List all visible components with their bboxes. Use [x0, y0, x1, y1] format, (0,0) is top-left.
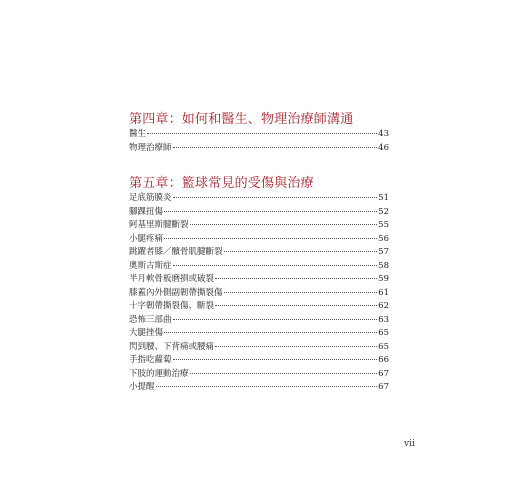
toc-entry[interactable]	[129, 206, 389, 220]
toc-entry-title: 跳躍者膝／髕骨肌腱斷裂	[129, 247, 223, 257]
dot-leader	[173, 319, 378, 320]
toc-entry-page: 43	[378, 129, 389, 139]
toc-entry[interactable]	[129, 341, 389, 355]
toc-entry[interactable]	[129, 142, 389, 156]
toc-entry[interactable]	[129, 287, 389, 301]
toc-entry-page: 57	[378, 247, 389, 257]
toc-entry-title: 阿基里斯腱斷裂	[129, 220, 189, 230]
dot-leader	[164, 332, 377, 333]
toc-entry[interactable]	[129, 246, 389, 260]
toc-entry-page: 52	[378, 206, 389, 217]
dot-leader	[173, 147, 378, 148]
toc-entry[interactable]	[129, 300, 389, 314]
toc-entry-page: 61	[378, 287, 389, 298]
toc-entry-title: 小腿疼痛	[129, 233, 164, 244]
toc-entry-title: 小提醒	[129, 382, 155, 392]
dot-leader	[173, 197, 378, 198]
dot-leader	[215, 305, 377, 306]
toc-entry-page: 66	[378, 355, 389, 365]
toc-entry-page: 55	[378, 220, 389, 230]
toc-entry-page: 59	[378, 274, 389, 284]
dot-leader	[215, 346, 377, 347]
chapter-5-toc	[129, 192, 389, 395]
toc-entry[interactable]	[129, 354, 389, 368]
toc-entry-page: 51	[378, 193, 389, 203]
toc-entry-page: 65	[378, 328, 389, 338]
dot-leader	[224, 292, 378, 293]
toc-entry[interactable]	[129, 368, 389, 382]
toc-entry[interactable]	[129, 260, 389, 274]
toc-entry-page: 58	[378, 260, 389, 271]
toc-entry-page: 67	[378, 368, 389, 379]
toc-entry-title: 物理治療師	[129, 142, 172, 153]
dot-leader	[164, 211, 377, 212]
toc-entry-title: 腳踝扭傷	[129, 206, 164, 217]
toc-entry-title: 醫生	[129, 129, 147, 139]
toc-entry-page: 56	[378, 233, 389, 244]
toc-entry-title: 下肢的運動治療	[129, 368, 189, 379]
dot-leader	[147, 133, 377, 134]
toc-entry-page: 46	[378, 142, 389, 153]
toc-entry-page: 63	[378, 314, 389, 325]
toc-entry-title: 閃到腰、下背痛或腰痛	[129, 341, 215, 352]
dot-leader	[215, 278, 377, 279]
toc-entry[interactable]	[129, 381, 389, 395]
dot-leader	[156, 386, 378, 387]
toc-entry-page: 62	[378, 301, 389, 311]
toc-entry-page: 67	[378, 382, 389, 392]
dot-leader	[164, 238, 377, 239]
toc-entry-title: 十字韌帶撕裂傷、斷裂	[129, 301, 215, 311]
toc-entry-title: 半月軟骨板磨損或破裂	[129, 274, 215, 284]
toc-entry[interactable]	[129, 327, 389, 341]
toc-entry[interactable]	[129, 128, 389, 142]
page-number: vii	[404, 439, 415, 449]
toc-entry-title: 足底筋膜炎	[129, 193, 172, 203]
chapter-4-toc	[129, 128, 389, 155]
toc-entry-title: 奧斯古斯症	[129, 260, 172, 271]
chapter-5-heading: 第五章：籃球常見的受傷與治療	[129, 176, 314, 191]
dot-leader	[173, 359, 378, 360]
toc-entry[interactable]	[129, 273, 389, 287]
toc-entry-page: 65	[378, 341, 389, 352]
toc-entry[interactable]	[129, 192, 389, 206]
dot-leader	[190, 224, 378, 225]
dot-leader	[190, 373, 378, 374]
toc-entry-title: 膝蓋內外側副韌帶撕裂傷	[129, 287, 223, 298]
toc-entry[interactable]	[129, 233, 389, 247]
toc-entry-title: 恐怖三部曲	[129, 314, 172, 325]
toc-entry[interactable]	[129, 314, 389, 328]
dot-leader	[173, 265, 378, 266]
chapter-4-heading: 第四章：如何和醫生、物理治療師溝通	[129, 112, 354, 127]
toc-entry-title: 手指吃蘿蔔	[129, 355, 172, 365]
toc-entry-title: 大腿挫傷	[129, 328, 164, 338]
toc-entry[interactable]	[129, 219, 389, 233]
dot-leader	[224, 251, 378, 252]
